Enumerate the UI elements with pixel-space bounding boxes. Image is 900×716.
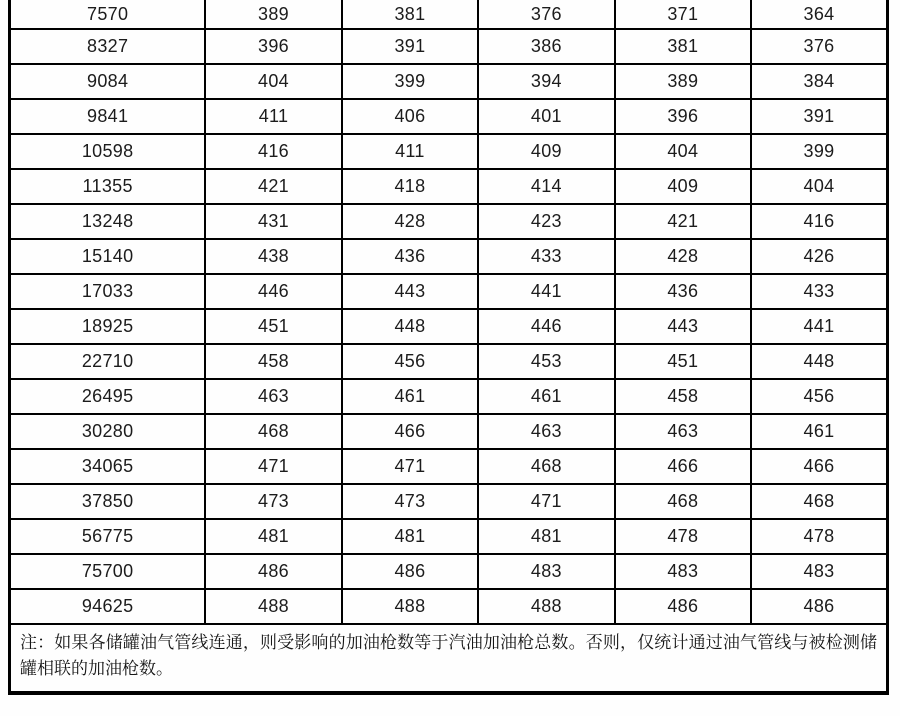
table-cell: 488: [205, 589, 341, 624]
table-cell: 15140: [10, 239, 206, 274]
table-cell: 433: [751, 274, 887, 309]
table-row: [10, 239, 888, 274]
table-cell: 436: [615, 274, 751, 309]
table-cell: 471: [205, 449, 341, 484]
table-cell: 75700: [10, 554, 206, 589]
table-cell: 478: [615, 519, 751, 554]
table-cell: 466: [615, 449, 751, 484]
table-cell: 473: [342, 484, 478, 519]
table-cell: 438: [205, 239, 341, 274]
table-cell: 30280: [10, 414, 206, 449]
table-cell: 401: [478, 99, 614, 134]
table-cell: 463: [478, 414, 614, 449]
table-cell: 451: [615, 344, 751, 379]
table-cell: 409: [478, 134, 614, 169]
table-cell: 94625: [10, 589, 206, 624]
table-cell: 446: [478, 309, 614, 344]
table-cell: 471: [342, 449, 478, 484]
table-cell: 389: [205, 0, 341, 29]
table-cell: 436: [342, 239, 478, 274]
table-cell: 463: [205, 379, 341, 414]
table-cell: 404: [615, 134, 751, 169]
table-cell: 433: [478, 239, 614, 274]
table-cell: 416: [751, 204, 887, 239]
table-cell: 486: [342, 554, 478, 589]
table-cell: 421: [615, 204, 751, 239]
table-cell: 391: [342, 29, 478, 64]
table-cell: 376: [478, 0, 614, 29]
table-cell: 384: [751, 64, 887, 99]
table-cell: 443: [615, 309, 751, 344]
table-cell: 411: [342, 134, 478, 169]
table-cell: 391: [751, 99, 887, 134]
table-cell: 7570: [10, 0, 206, 29]
table-cell: 486: [205, 554, 341, 589]
table-cell: 13248: [10, 204, 206, 239]
table-cell: 456: [342, 344, 478, 379]
table-cell: 478: [751, 519, 887, 554]
table-cell: 481: [205, 519, 341, 554]
table-row: [10, 414, 888, 449]
table-cell: 364: [751, 0, 887, 29]
table-cell: 458: [615, 379, 751, 414]
table-body: [10, 0, 888, 624]
table-cell: 381: [615, 29, 751, 64]
table-cell: 389: [615, 64, 751, 99]
table-cell: 468: [751, 484, 887, 519]
table-cell: 428: [342, 204, 478, 239]
table-cell: 461: [342, 379, 478, 414]
table-cell: 483: [615, 554, 751, 589]
table-cell: 481: [478, 519, 614, 554]
table-cell: 34065: [10, 449, 206, 484]
table-row: [10, 0, 888, 29]
table-cell: 416: [205, 134, 341, 169]
table-cell: 468: [205, 414, 341, 449]
table-cell: 428: [615, 239, 751, 274]
table-cell: 399: [751, 134, 887, 169]
table-cell: 466: [342, 414, 478, 449]
table-cell: 441: [478, 274, 614, 309]
table-cell: 456: [751, 379, 887, 414]
table-cell: 396: [615, 99, 751, 134]
table-row: [10, 484, 888, 519]
table-cell: 22710: [10, 344, 206, 379]
table-cell: 473: [205, 484, 341, 519]
table-cell: 426: [751, 239, 887, 274]
table-cell: 8327: [10, 29, 206, 64]
table-cell: 37850: [10, 484, 206, 519]
table-cell: 443: [342, 274, 478, 309]
table-cell: 431: [205, 204, 341, 239]
table-cell: 448: [751, 344, 887, 379]
table-cell: 461: [751, 414, 887, 449]
table-cell: 18925: [10, 309, 206, 344]
table-cell: 483: [478, 554, 614, 589]
table-cell: 399: [342, 64, 478, 99]
table-cell: 486: [615, 589, 751, 624]
table-row: [10, 204, 888, 239]
table-cell: 468: [615, 484, 751, 519]
table-cell: 394: [478, 64, 614, 99]
table-cell: 371: [615, 0, 751, 29]
table-row: [10, 134, 888, 169]
table-note: 注：如果各储罐油气管线连通，则受影响的加油枪数等于汽油加油枪总数。否则，仅统计通过油气管线与被检测储罐相联的加油枪数。: [8, 625, 889, 695]
table-cell: 441: [751, 309, 887, 344]
table-cell: 446: [205, 274, 341, 309]
data-table: [8, 0, 889, 625]
table-cell: 9841: [10, 99, 206, 134]
table-row: [10, 64, 888, 99]
table-cell: 488: [342, 589, 478, 624]
table-cell: 448: [342, 309, 478, 344]
table-cell: 386: [478, 29, 614, 64]
table-cell: 471: [478, 484, 614, 519]
table-cell: 10598: [10, 134, 206, 169]
table-cell: 451: [205, 309, 341, 344]
table-cell: 461: [478, 379, 614, 414]
table-row: [10, 449, 888, 484]
table-cell: 418: [342, 169, 478, 204]
table-row: [10, 274, 888, 309]
table-row: [10, 169, 888, 204]
table-cell: 406: [342, 99, 478, 134]
table-cell: 458: [205, 344, 341, 379]
table-cell: 381: [342, 0, 478, 29]
table-row: [10, 29, 888, 64]
table-cell: 404: [751, 169, 887, 204]
table-cell: 17033: [10, 274, 206, 309]
table-cell: 423: [478, 204, 614, 239]
table-cell: 404: [205, 64, 341, 99]
table-cell: 414: [478, 169, 614, 204]
table-cell: 11355: [10, 169, 206, 204]
table-cell: 453: [478, 344, 614, 379]
table-row: [10, 589, 888, 624]
table-cell: 466: [751, 449, 887, 484]
table-cell: 411: [205, 99, 341, 134]
table-cell: 481: [342, 519, 478, 554]
table-cell: 376: [751, 29, 887, 64]
table-cell: 483: [751, 554, 887, 589]
table-cell: 421: [205, 169, 341, 204]
table-cell: 26495: [10, 379, 206, 414]
table-cell: 9084: [10, 64, 206, 99]
table-cell: 396: [205, 29, 341, 64]
table-row: [10, 344, 888, 379]
table-cell: 463: [615, 414, 751, 449]
table-cell: 56775: [10, 519, 206, 554]
table-cell: 468: [478, 449, 614, 484]
table-container: [8, 0, 889, 695]
table-row: [10, 554, 888, 589]
table-cell: 488: [478, 589, 614, 624]
table-row: [10, 379, 888, 414]
table-cell: 486: [751, 589, 887, 624]
table-row: [10, 519, 888, 554]
table-cell: 409: [615, 169, 751, 204]
table-row: [10, 309, 888, 344]
table-row: [10, 99, 888, 134]
